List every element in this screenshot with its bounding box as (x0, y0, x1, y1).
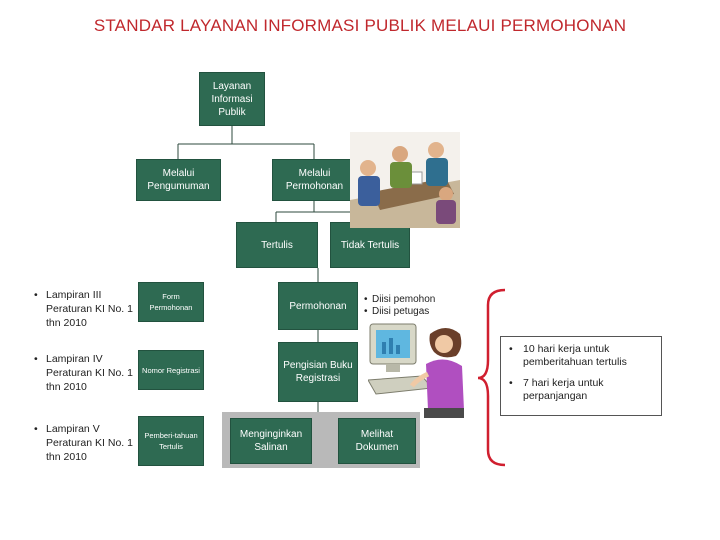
node-melihat-dokumen: Melihat Dokumen (338, 418, 416, 464)
meeting-clipart-icon (350, 132, 460, 228)
node-tertulis: Tertulis (236, 222, 318, 268)
page-title: STANDAR LAYANAN INFORMASI PUBLIK MELAUI PERMOHONAN (93, 16, 627, 35)
node-form-permohonan: Form Permohonan (138, 282, 204, 322)
node-menginginkan-salinan: Menginginkan Salinan (230, 418, 312, 464)
node-nomor-registrasi: Nomor Registrasi (138, 350, 204, 390)
node-tidak-tertulis: Tidak Tertulis (330, 222, 410, 268)
computer-user-clipart-icon (368, 318, 468, 422)
lampiran-item: • Lampiran III Peraturan KI No. 1 thn 2010 (34, 289, 133, 329)
fill-notes: • Diisi pemohon • Diisi petugas (364, 294, 436, 317)
lampiran-item: • Lampiran IV Peraturan KI No. 1 thn 2010 (34, 353, 133, 393)
node-melalui-permohonan: Melalui Permohonan (272, 159, 357, 201)
node-layanan-informasi-publik: Layanan Informasi Publik (199, 72, 265, 126)
node-melalui-pengumuman: Melalui Pengumuman (136, 159, 221, 201)
node-permohonan: Permohonan (278, 282, 358, 330)
duration-box: • 10 hari kerja untuk pemberitahuan tertulis • 7 hari kerja untuk perpanjangan (500, 336, 662, 416)
node-pengisian-buku-registrasi: Pengisian Buku Registrasi (278, 342, 358, 402)
lampiran-item: • Lampiran V Peraturan KI No. 1 thn 2010 (34, 423, 133, 463)
node-pemberitahuan-tertulis: Pemberi-tahuan Tertulis (138, 416, 204, 466)
